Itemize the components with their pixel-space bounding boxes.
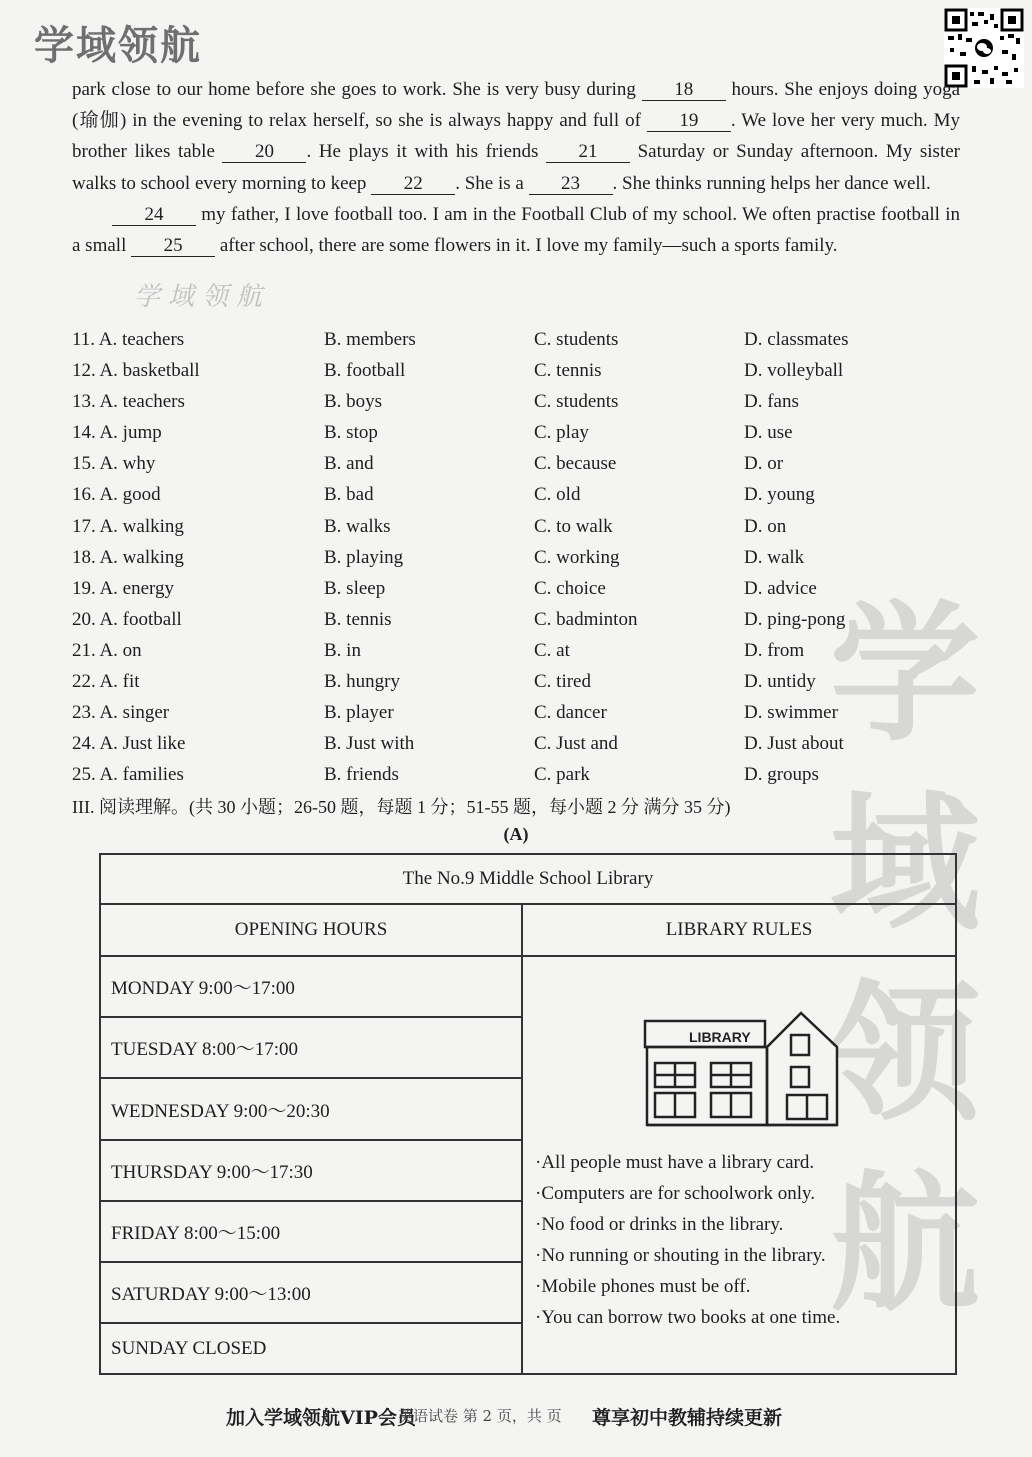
option-c: C. because [534, 453, 617, 475]
passage-text: . She is a [455, 172, 529, 194]
question-row [72, 635, 972, 666]
option-d: D. volleyball [744, 360, 844, 382]
passage-text: park close to our home before she goes to work. She is very busy during [72, 79, 642, 100]
option-a: 18. A. walking [72, 546, 184, 568]
library-rule: ·You can borrow two books at one time. [535, 1307, 841, 1328]
option-d: D. or [744, 453, 784, 475]
options-list [72, 324, 972, 790]
option-d: D. on [744, 515, 787, 537]
option-d: D. advice [744, 577, 817, 599]
option-c: C. to walk [534, 515, 613, 537]
footer-right-text: 尊享初中教辅持续更新 [592, 1407, 783, 1429]
library-building-icon [641, 1007, 841, 1137]
option-a: 15. A. why [72, 453, 156, 475]
option-b: B. in [324, 639, 361, 661]
option-c: C. play [534, 422, 589, 444]
library-sign-text: LIBRARY [689, 1029, 751, 1045]
option-c: C. tennis [534, 360, 602, 382]
opening-hours-header: OPENING HOURS [100, 904, 522, 956]
option-b: B. Just with [324, 733, 415, 755]
option-c: C. choice [534, 577, 606, 599]
library-rules-header: LIBRARY RULES [522, 904, 956, 956]
blank-18: 18 [642, 80, 726, 101]
option-c: C. at [534, 639, 570, 661]
hours-row: SUNDAY CLOSED [100, 1323, 522, 1374]
option-c: C. working [534, 546, 620, 568]
option-d: D. Just about [744, 733, 844, 755]
question-row [72, 542, 972, 573]
question-row [72, 355, 972, 386]
option-a: 19. A. energy [72, 577, 175, 599]
option-d: D. young [744, 484, 815, 506]
option-a: 13. A. teachers [72, 391, 185, 413]
library-rule: ·All people must have a library card. [535, 1152, 815, 1173]
footer-left-text: 加入学域领航VIP会员 [226, 1407, 416, 1429]
library-rule: ·Mobile phones must be off. [535, 1276, 751, 1297]
passage-text: . She thinks running helps her dance well. [612, 172, 931, 194]
option-b: B. members [324, 329, 416, 350]
question-row [72, 697, 972, 728]
hours-row: SATURDAY 9:00～13:00 [100, 1262, 522, 1323]
passage-text: Saturday or Sunday afternoon. My sister walks to school every morning to keep [72, 141, 960, 194]
question-row [72, 759, 972, 790]
question-row [72, 479, 972, 510]
option-b: B. boys [324, 391, 383, 413]
option-b: B. hungry [324, 671, 400, 693]
footer-page-number: 英语试卷 第 2 页，共 页 [398, 1407, 562, 1425]
blank-23: 23 [529, 174, 613, 195]
blank-21: 21 [546, 142, 630, 163]
watermark-inline: 学域领航 [134, 282, 271, 312]
option-a: 12. A. basketball [72, 360, 200, 382]
hours-row: MONDAY 9:00～17:00 [100, 956, 522, 1017]
option-d: D. groups [744, 764, 819, 786]
hours-row: WEDNESDAY 9:00～20:30 [100, 1078, 522, 1139]
option-b: B. friends [324, 764, 399, 786]
question-row [72, 511, 972, 542]
option-d: D. walk [744, 546, 805, 568]
section-title: III. 阅读理解。(共 30 小题；26-50 题，每题 1 分；51-55 题，每小题 2 分 满分 35 分) [72, 797, 731, 817]
library-rule: ·Computers are for schoolwork only. [535, 1183, 816, 1204]
option-c: C. park [534, 764, 590, 786]
library-rule: ·No running or shouting in the library. [535, 1245, 826, 1266]
option-a: 22. A. fit [72, 671, 140, 693]
library-table [99, 853, 957, 1375]
hours-row: FRIDAY 8:00～15:00 [100, 1201, 522, 1262]
blank-22: 22 [371, 174, 455, 195]
passage-text: . We love her very much. My brother likes table [72, 110, 960, 163]
question-row [72, 604, 972, 635]
passage-text: . He plays it with his friends [306, 141, 546, 163]
library-rules-cell [522, 956, 956, 1374]
option-d: D. classmates [744, 329, 849, 350]
option-a: 14. A. jump [72, 422, 162, 444]
option-c: C. badminton [534, 608, 638, 630]
option-b: B. player [324, 702, 394, 724]
question-row [72, 448, 972, 479]
option-d: D. use [744, 422, 793, 444]
option-c: C. dancer [534, 702, 607, 724]
option-b: B. stop [324, 422, 378, 444]
option-a: 21. A. on [72, 639, 142, 661]
option-c: C. old [534, 484, 581, 506]
passage-text: my father, I love football too. I am in the Football Club of my school. We often practise football in a small [72, 203, 960, 257]
option-b: B. and [324, 453, 374, 475]
option-b: B. sleep [324, 577, 386, 599]
hours-row: THURSDAY 9:00～17:30 [100, 1140, 522, 1201]
blank-24: 24 [112, 205, 196, 226]
question-row [72, 728, 972, 759]
blank-19: 19 [647, 111, 731, 132]
option-c: C. students [534, 329, 619, 350]
watermark-vertical: 学域领航 [829, 588, 980, 1332]
passage-paragraph-1 [72, 74, 960, 199]
blank-20: 20 [222, 142, 306, 163]
section-part-label: (A) [503, 824, 529, 844]
option-b: B. playing [324, 546, 404, 568]
passage-text: after school, there are some flowers in it. I love my family—such a sports family. [215, 235, 838, 257]
question-row [72, 417, 972, 448]
question-row [72, 573, 972, 604]
logo: 学域领航 [34, 23, 202, 69]
option-d: D. from [744, 639, 805, 661]
question-row [72, 386, 972, 417]
option-c: C. tired [534, 671, 591, 693]
option-c: C. students [534, 391, 619, 413]
passage-paragraph-2 [72, 199, 960, 261]
passage-text: hours. She enjoys doing yoga (瑜伽) in the evening to relax herself, so she is always happy and full of [72, 79, 960, 132]
option-a: 20. A. football [72, 608, 182, 630]
option-a: 11. A. teachers [72, 329, 185, 350]
cloze-passage [72, 74, 960, 261]
option-a: 24. A. Just like [72, 733, 186, 755]
option-d: D. swimmer [744, 702, 838, 724]
option-a: 17. A. walking [72, 515, 184, 537]
option-a: 23. A. singer [72, 702, 170, 724]
option-b: B. tennis [324, 608, 392, 630]
hours-row: TUESDAY 8:00～17:00 [100, 1017, 522, 1078]
question-row [72, 324, 972, 355]
option-b: B. football [324, 360, 406, 382]
option-a: 25. A. families [72, 764, 184, 786]
question-row [72, 666, 972, 697]
blank-25: 25 [131, 236, 215, 257]
library-rules-list [535, 1147, 840, 1333]
library-title: The No.9 Middle School Library [100, 854, 956, 904]
option-d: D. fans [744, 391, 799, 413]
option-c: C. Just and [534, 733, 618, 755]
option-b: B. bad [324, 484, 374, 506]
option-b: B. walks [324, 515, 391, 537]
library-rule: ·No food or drinks in the library. [535, 1214, 784, 1235]
option-d: D. ping-pong [744, 608, 846, 630]
option-d: D. untidy [744, 671, 816, 693]
option-a: 16. A. good [72, 484, 161, 506]
